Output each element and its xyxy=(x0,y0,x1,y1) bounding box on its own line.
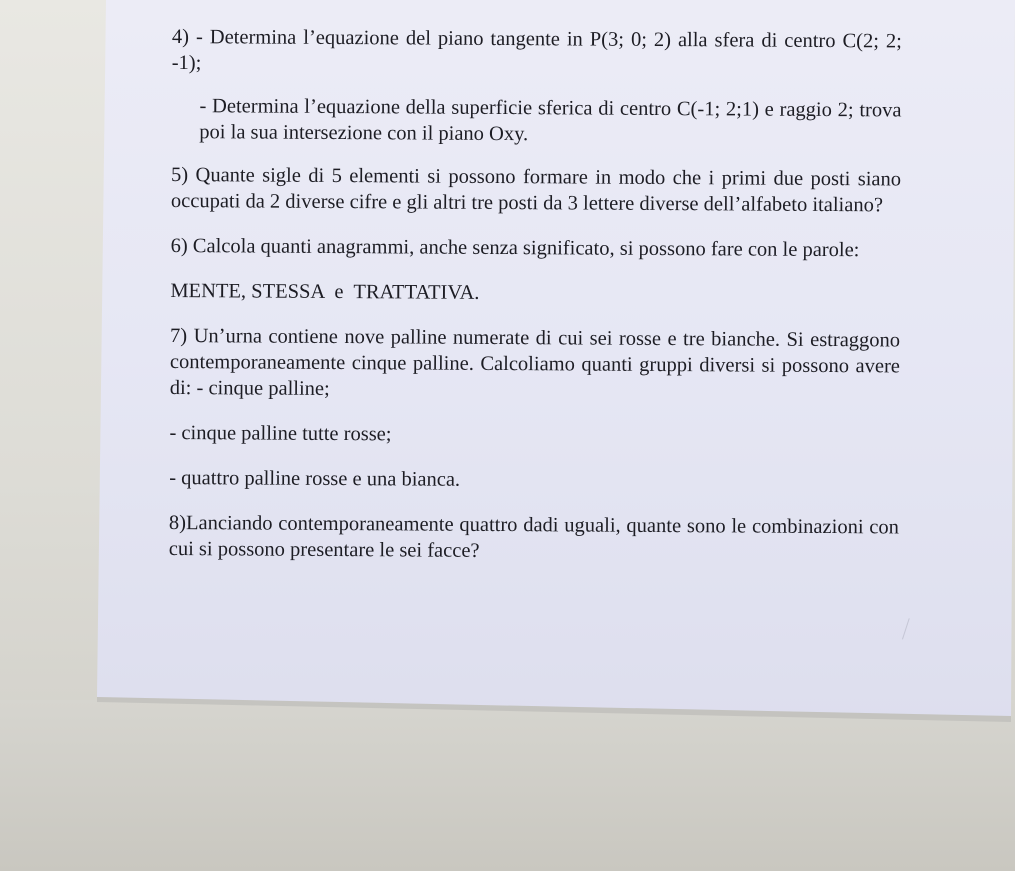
exercise-7: 7) Un’urna contiene nove palline numerate di cui sei rosse e tre bianche. Si estraggono contemporaneamente cinque palline. Calcoliamo quanti gruppi diversi si possono avere di: - cinque palline; xyxy=(169,324,901,400)
exercise-8: 8)Lanciando contemporaneamente quattro dadi uguali, quante sono le combinazioni con cui si possono presentare le sei facce? xyxy=(168,511,900,562)
exercise-5: 5) Quante sigle di 5 elementi si possono formare in modo che i primi due posti siano occupati da 2 diverse cifre e gli altri tre posti da 3 lettere diverse dell’alfabeto italiano? xyxy=(170,163,902,217)
exercise-4-part-a: 4) - Determina l’equazione del piano tangente in P(3; 0; 2) alla sfera di centro C(2; 2; -1); xyxy=(171,25,902,75)
exercise-6: 6) Calcola quanti anagrammi, anche senza significato, si possono fare con le parole: xyxy=(170,234,860,262)
exercise-text xyxy=(169,24,902,566)
exercise-7-option-b: - cinque palline tutte rosse; xyxy=(169,421,392,446)
exercise-6-words: MENTE, STESSA e TRATTATIVA. xyxy=(170,279,480,304)
exercise-4-part-b: - Determina l’equazione della superficie sferica di centro C(-1; 2;1) e raggio 2; trova poi la sua intersezione con il piano Oxy. xyxy=(199,95,902,146)
exercise-7-option-c: - quattro palline rosse e una bianca. xyxy=(169,466,461,491)
table-surface xyxy=(0,700,1015,871)
